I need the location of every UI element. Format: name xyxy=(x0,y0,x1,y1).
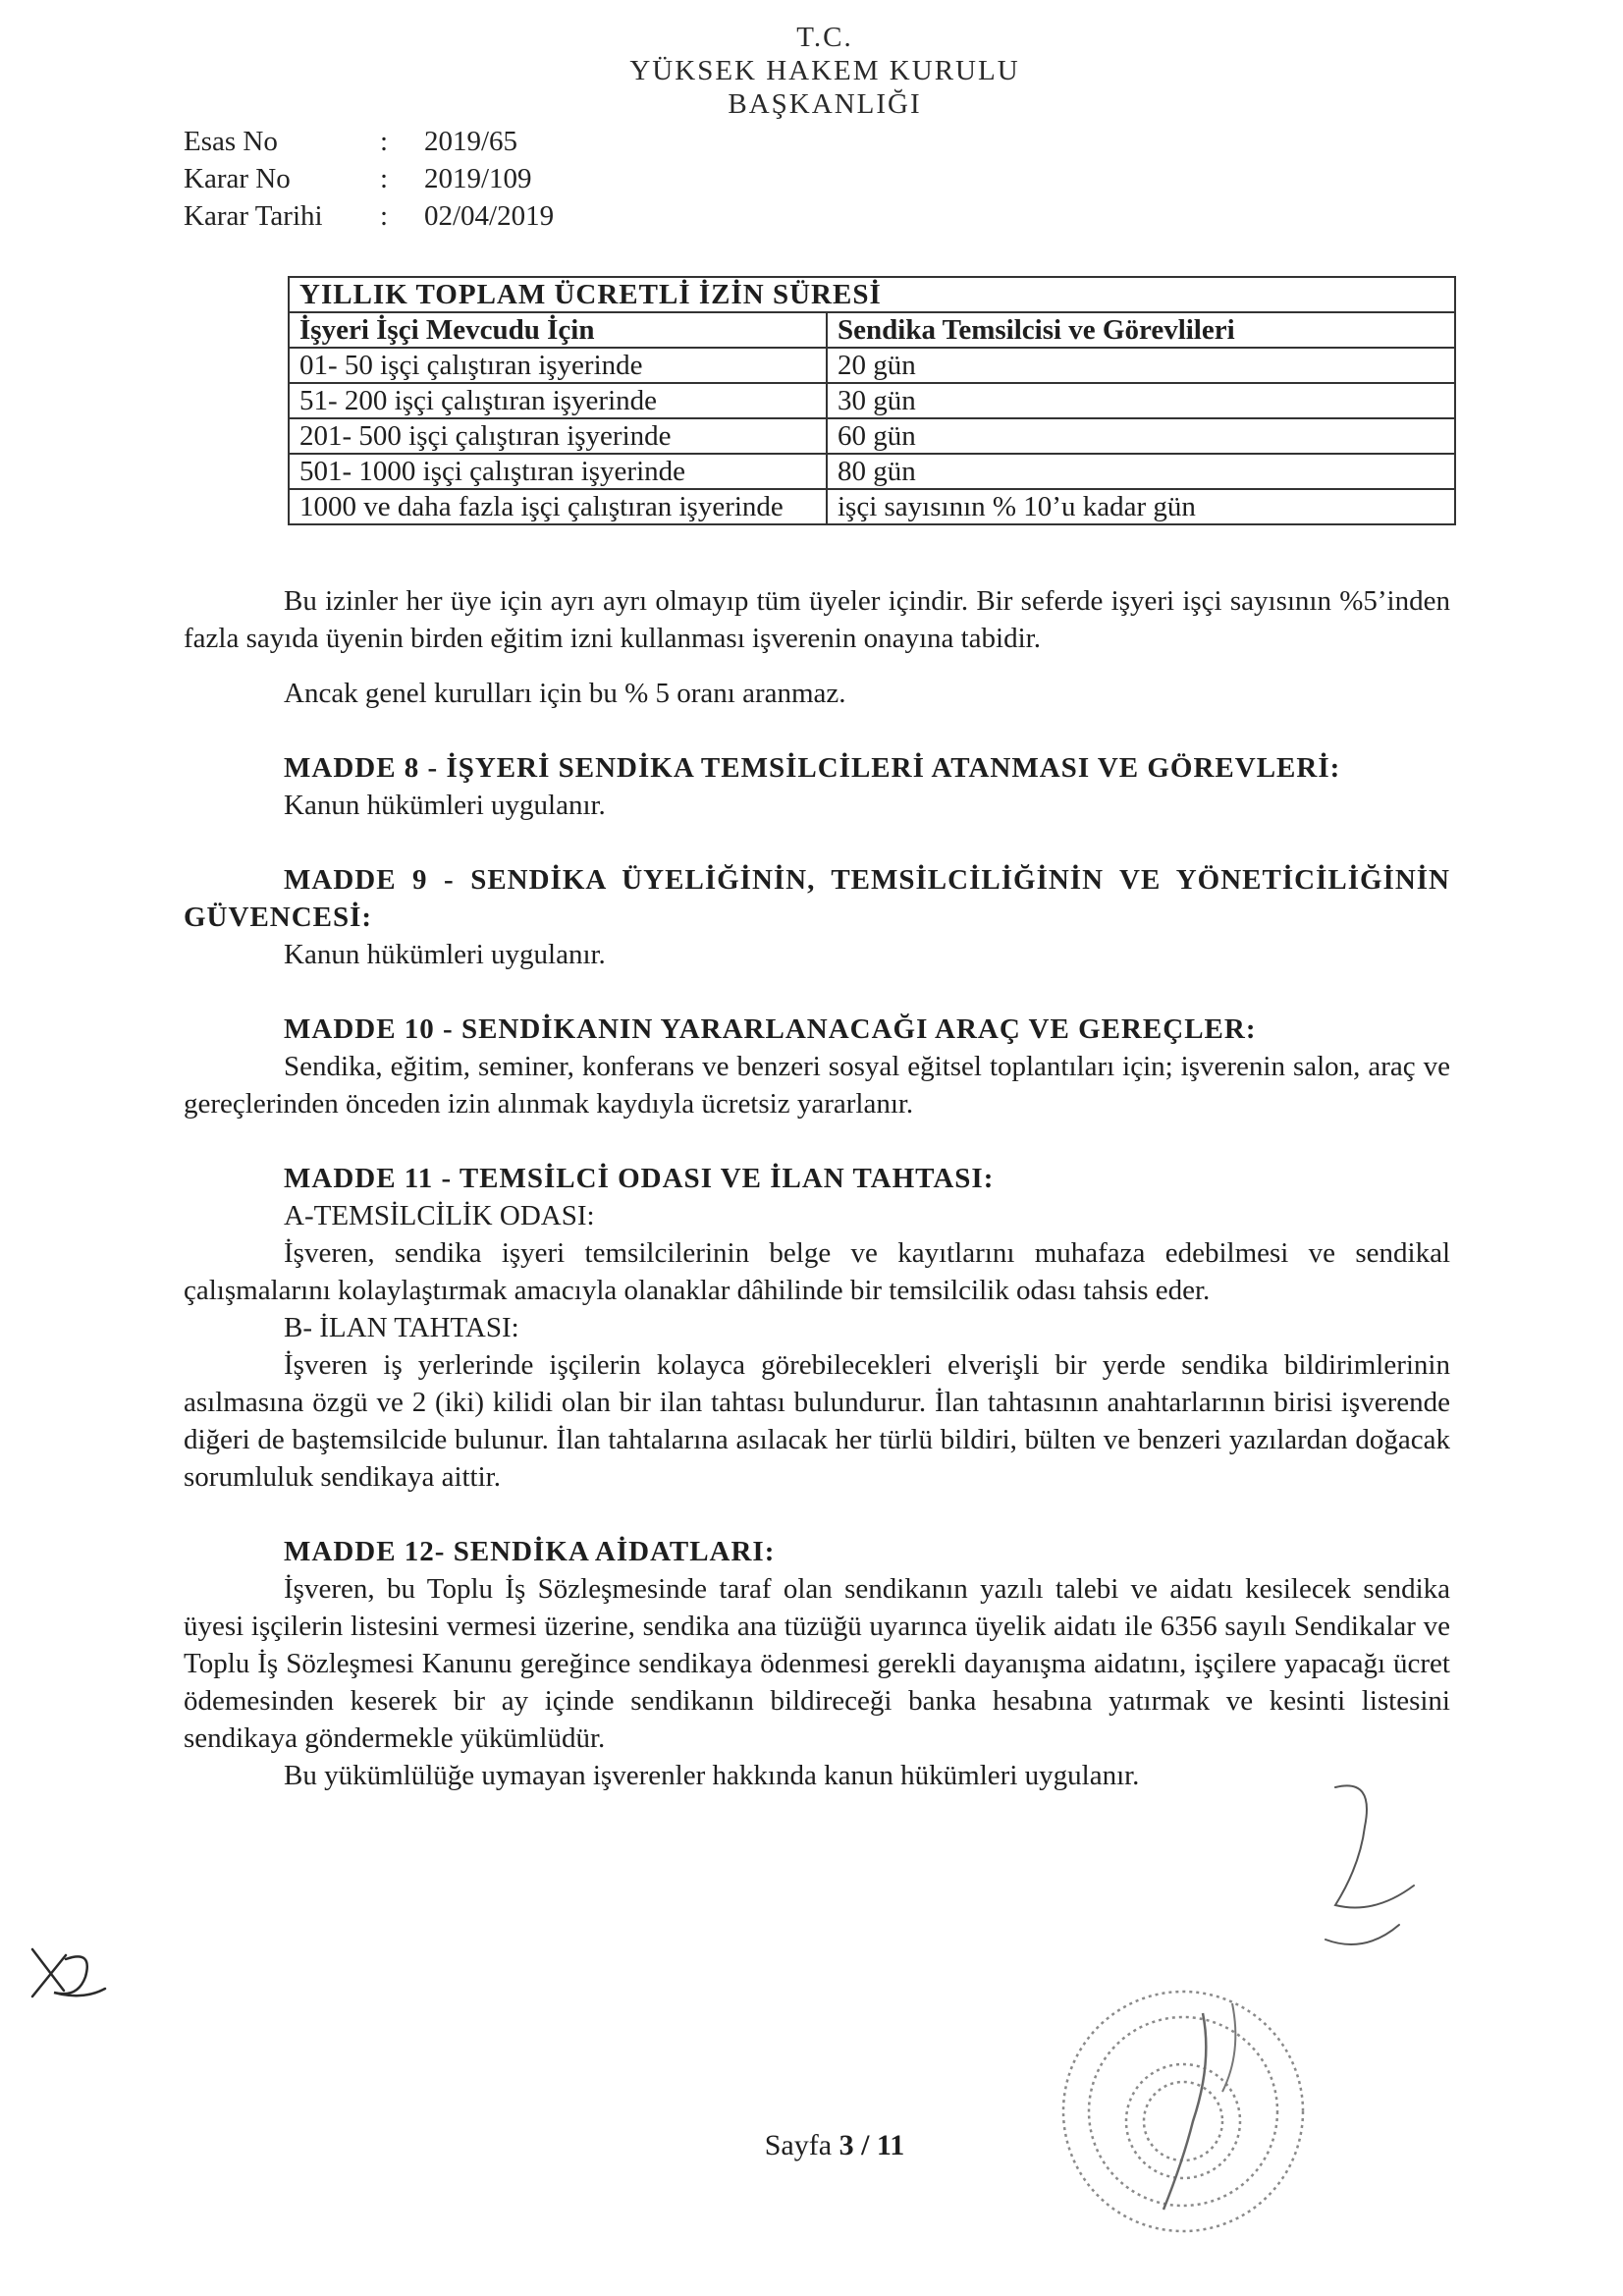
article-11-subheading-a: A-TEMSİLCİLİK ODASI: xyxy=(284,1200,595,1231)
article-11-text-a: İşveren, sendika işyeri temsilcilerinin belge ve kayıtlarını muhafaza edebilmesi ve sendikal çalışmalarını kolaylaştırmak amacıyla olanaklar dâhilinde bir temsilcilik odası tahsis eder. xyxy=(184,1237,1450,1306)
table-cell-days: 20 gün xyxy=(827,348,1455,383)
annual-leave-table xyxy=(288,276,1456,525)
header-tc: T.C. xyxy=(796,22,853,53)
esas-no-row xyxy=(184,126,517,158)
article-11-text-b: İşveren iş yerlerinde işçilerin kolayca görebilecekleri elverişli bir yerde sendika bildirimlerinin asılmasına özgü ve 2 (iki) kilidi olan bir ilan tahtası bulundurur. İlan tahtasının anahtarlarının birisi işverende diğeri de baştemsilcide bulunur. İlan tahtalarına asılacak her türlü bildiri, bülten ve benzeri yazılardan doğacak sorumluluk sendikaya aittir. xyxy=(184,1349,1450,1493)
column-header-representatives: Sendika Temsilcisi ve Görevlileri xyxy=(827,312,1455,348)
table-cell-days: 30 gün xyxy=(827,383,1455,418)
separator: : xyxy=(380,163,389,194)
column-header-workers: İşyeri İşçi Mevcudu İçin xyxy=(289,312,827,348)
page-label: Sayfa xyxy=(764,2129,839,2161)
table-row xyxy=(289,383,1455,418)
table-cell-workers: 1000 ve daha fazla işçi çalıştıran işyerinde xyxy=(289,489,827,524)
table-title: YILLIK TOPLAM ÜCRETLİ İZİN SÜRESİ xyxy=(289,277,1455,312)
article-12-text: İşveren, bu Toplu İş Sözleşmesinde taraf olan sendikanın yazılı talebi ve aidatı kesilecek sendika üyesi işçilerin listesini vermesi üzerine, sendika ana tüzüğü uyarınca üyelik aidatı ile 6356 sayılı Sendikalar ve Toplu İş Sözleşmesi Kanunu gereğince sendikaya ödenmesi gerekli dayanışma aidatını, işçilere yapacağı ücret ödemesinden keserek bir ay içinde sendikanın bildireceği banka hesabına yatırmak ve kesinti listesini sendikaya göndermekle yükümlüdür. xyxy=(184,1573,1450,1754)
article-11-heading: MADDE 11 - TEMSİLCİ ODASI VE İLAN TAHTASI: xyxy=(284,1163,995,1194)
separator: : xyxy=(380,200,389,232)
table-cell-workers: 201- 500 işçi çalıştıran işyerinde xyxy=(289,418,827,454)
leave-note-paragraph: Bu izinler her üye için ayrı ayrı olmayıp tüm üyeler içindir. Bir seferde işyeri işçi sayısının %5’inden fazla sayıda üyenin birden eğitim izni kullanması işverenin onayına tabidir. xyxy=(184,585,1450,654)
initials-mark xyxy=(15,1920,123,2028)
esas-no-value: 2019/65 xyxy=(424,126,518,157)
article-9-text: Kanun hükümleri uygulanır. xyxy=(284,939,606,970)
article-10-text: Sendika, eğitim, seminer, konferans ve benzeri sosyal eğitsel toplantıları için; işverenin salon, araç ve gereçlerinden önceden izin alınmak kaydıyla ücretsiz yararlanır. xyxy=(184,1051,1450,1120)
article-11-subheading-b: B- İLAN TAHTASI: xyxy=(284,1312,519,1343)
karar-tarihi-row xyxy=(184,200,554,233)
signature-mark xyxy=(1306,1768,1443,1964)
table-row xyxy=(289,418,1455,454)
table-cell-days: işçi sayısının % 10’u kadar gün xyxy=(827,489,1455,524)
header-presidency: BAŞKANLIĞI xyxy=(728,88,922,120)
table-row xyxy=(289,348,1455,383)
page-count: 3 / 11 xyxy=(839,2129,905,2161)
article-10-heading: MADDE 10 - SENDİKANIN YARARLANACAĞI ARAÇ VE GEREÇLER: xyxy=(284,1013,1257,1045)
article-9-heading: MADDE 9 - SENDİKA ÜYELİĞİNİN, TEMSİLCİLİĞİNİN VE YÖNETİCİLİĞİNİN GÜVENCESİ: xyxy=(184,864,1450,933)
article-8-heading: MADDE 8 - İŞYERİ SENDİKA TEMSİLCİLERİ ATANMASI VE GÖREVLERİ: xyxy=(284,752,1341,784)
table-cell-days: 80 gün xyxy=(827,454,1455,489)
table-title-row xyxy=(289,277,1455,312)
karar-no-row xyxy=(184,163,532,195)
article-12-text-2: Bu yükümlülüğe uymayan işverenler hakkında kanun hükümleri uygulanır. xyxy=(284,1760,1140,1791)
table-header-row xyxy=(289,312,1455,348)
table-row xyxy=(289,489,1455,524)
table-cell-workers: 51- 200 işçi çalıştıran işyerinde xyxy=(289,383,827,418)
table-cell-days: 60 gün xyxy=(827,418,1455,454)
header-institution: YÜKSEK HAKEM KURULU xyxy=(629,55,1020,86)
karar-tarihi-value: 02/04/2019 xyxy=(424,200,555,232)
article-12-heading: MADDE 12- SENDİKA AİDATLARI: xyxy=(284,1536,776,1567)
table-cell-workers: 01- 50 işçi çalıştıran işyerinde xyxy=(289,348,827,383)
karar-no-value: 2019/109 xyxy=(424,163,532,194)
karar-no-label: Karar No xyxy=(184,163,291,194)
page-number xyxy=(687,2129,982,2162)
table-row xyxy=(289,454,1455,489)
esas-no-label: Esas No xyxy=(184,126,278,157)
karar-tarihi-label: Karar Tarihi xyxy=(184,200,323,232)
general-assembly-note: Ancak genel kurulları için bu % 5 oranı aranmaz. xyxy=(284,678,846,709)
separator: : xyxy=(380,126,389,157)
article-8-text: Kanun hükümleri uygulanır. xyxy=(284,790,606,821)
official-seal-stamp xyxy=(1046,1974,1321,2249)
table-cell-workers: 501- 1000 işçi çalıştıran işyerinde xyxy=(289,454,827,489)
document-body xyxy=(184,582,1450,1794)
